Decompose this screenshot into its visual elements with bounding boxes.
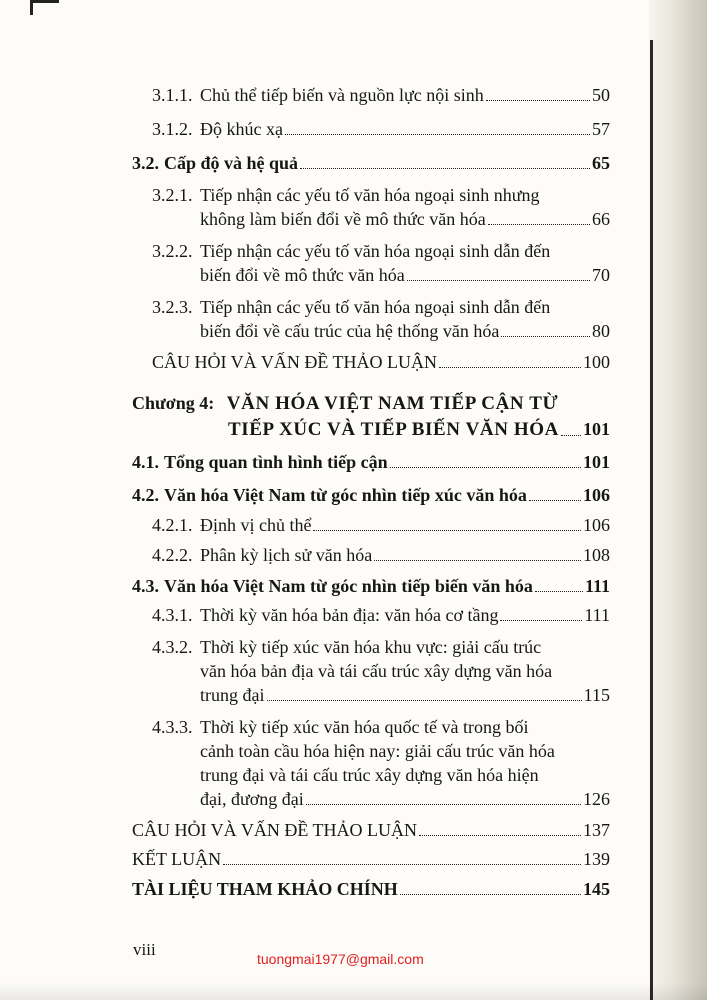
toc-title: KẾT LUẬN bbox=[132, 849, 222, 869]
chapter-heading-line1 bbox=[132, 392, 558, 415]
toc-entry-3-2-3-line2 bbox=[200, 320, 610, 342]
dot-leader bbox=[285, 133, 590, 135]
toc-number: 3.2.1. bbox=[152, 185, 193, 205]
toc-number: 4.1. bbox=[132, 452, 159, 472]
dot-leader bbox=[300, 167, 590, 169]
dot-leader bbox=[306, 803, 581, 805]
toc-title: Chủ thể tiếp biến và nguồn lực nội sinh bbox=[200, 85, 484, 105]
toc-entry-4-3-2-line3 bbox=[200, 684, 610, 706]
toc-number: 4.3.1. bbox=[152, 605, 193, 625]
toc-title: Thời kỳ tiếp xúc văn hóa khu vực: giải cấu trúc bbox=[200, 637, 542, 657]
dot-leader bbox=[390, 466, 581, 468]
dot-leader bbox=[419, 834, 581, 836]
toc-entry-3-2-1-line2 bbox=[200, 208, 610, 230]
corner-crop-mark bbox=[30, 0, 59, 15]
toc-title-cont: văn hóa bản địa và tái cấu trúc xây dựng văn hóa bbox=[200, 661, 553, 681]
toc-entry-3-1-1 bbox=[152, 84, 610, 106]
toc-page: 66 bbox=[592, 209, 610, 229]
toc-number: 3.2.3. bbox=[152, 297, 193, 317]
toc-entry-4-2-2 bbox=[152, 544, 610, 566]
toc-number: 3.1.1. bbox=[152, 85, 193, 105]
dot-leader bbox=[486, 99, 590, 101]
toc-entry-4-3-2-line2 bbox=[200, 660, 552, 682]
toc-entry-4-3 bbox=[132, 575, 610, 597]
toc-title-cont: biến đổi về cấu trúc của hệ thống văn hóa bbox=[200, 321, 500, 341]
toc-title: Cấp độ và hệ quả bbox=[164, 153, 299, 173]
toc-number: 4.2.1. bbox=[152, 515, 193, 535]
toc-number: 3.2.2. bbox=[152, 241, 193, 261]
toc-title: Tổng quan tình hình tiếp cận bbox=[164, 452, 388, 472]
toc-title: Độ khúc xạ bbox=[200, 119, 283, 139]
toc-entry-3-1-2 bbox=[152, 118, 610, 140]
toc-title-cont: trung đại và tái cấu trúc xây dựng văn hóa hiện bbox=[200, 765, 539, 785]
toc-title: Tiếp nhận các yếu tố văn hóa ngoại sinh dẫn đến bbox=[200, 297, 551, 317]
toc-entry-references bbox=[132, 878, 610, 900]
toc-entry-questions-ch3 bbox=[152, 351, 610, 373]
toc-entry-3-2-2-line1 bbox=[152, 240, 550, 262]
dot-leader bbox=[313, 529, 581, 531]
toc-number: 4.3.3. bbox=[152, 717, 193, 737]
toc-entry-4-3-3-line2 bbox=[200, 740, 555, 762]
toc-page: 70 bbox=[592, 265, 610, 285]
email-watermark: tuongmai1977@gmail.com bbox=[257, 951, 424, 967]
toc-page: 57 bbox=[592, 119, 610, 139]
dot-leader bbox=[374, 559, 581, 561]
toc-title: Định vị chủ thể bbox=[200, 515, 312, 535]
dot-leader bbox=[488, 223, 590, 225]
toc-entry-4-3-3-line1 bbox=[152, 716, 528, 738]
toc-number: 4.2.2. bbox=[152, 545, 193, 565]
toc-entry-4-3-2-line1 bbox=[152, 636, 541, 658]
toc-title-cont: trung đại bbox=[200, 685, 265, 705]
dot-leader bbox=[500, 619, 582, 621]
toc-entry-4-3-1 bbox=[152, 604, 610, 626]
toc-title-cont: đại, đương đại bbox=[200, 789, 304, 809]
dot-leader bbox=[407, 279, 590, 281]
toc-title: TÀI LIỆU THAM KHẢO CHÍNH bbox=[132, 879, 398, 899]
dot-leader bbox=[439, 366, 581, 368]
toc-page: 139 bbox=[583, 849, 610, 869]
chapter-title: VĂN HÓA VIỆT NAM TIẾP CẬN TỪ bbox=[226, 393, 559, 414]
toc-entry-4-2-1 bbox=[152, 514, 610, 536]
toc-title: Văn hóa Việt Nam từ góc nhìn tiếp biến văn hóa bbox=[164, 576, 533, 596]
toc-number: 4.2. bbox=[132, 485, 159, 505]
toc-entry-4-2 bbox=[132, 484, 610, 506]
spine-edge-line bbox=[650, 40, 653, 1000]
toc-page: 137 bbox=[583, 820, 610, 840]
toc-page: 65 bbox=[592, 153, 610, 173]
dot-leader bbox=[501, 335, 590, 337]
toc-title: Văn hóa Việt Nam từ góc nhìn tiếp xúc văn hóa bbox=[164, 485, 527, 505]
toc-title-cont: biến đổi về mô thức văn hóa bbox=[200, 265, 405, 285]
dot-leader bbox=[535, 590, 583, 592]
toc-page: 126 bbox=[583, 789, 610, 809]
toc-entry-questions-ch4 bbox=[132, 819, 610, 841]
toc-entry-conclusion bbox=[132, 848, 610, 870]
toc-page: 80 bbox=[592, 321, 610, 341]
toc-entry-4-3-3-line4 bbox=[200, 788, 610, 810]
dot-leader bbox=[267, 699, 582, 701]
chapter-label: Chương 4: bbox=[132, 393, 215, 413]
toc-page: 145 bbox=[583, 879, 610, 899]
toc-page: 106 bbox=[583, 515, 610, 535]
dot-leader bbox=[223, 863, 581, 865]
toc-page: 50 bbox=[592, 85, 610, 105]
page-number: viii bbox=[133, 940, 156, 959]
dot-leader bbox=[529, 499, 581, 501]
toc-title: CÂU HỎI VÀ VẤN ĐỀ THẢO LUẬN bbox=[152, 352, 437, 372]
toc-title: Tiếp nhận các yếu tố văn hóa ngoại sinh dẫn đến bbox=[200, 241, 551, 261]
toc-page: 111 bbox=[584, 576, 610, 596]
toc-page: 101 bbox=[583, 419, 610, 439]
toc-entry-4-3-3-line3 bbox=[200, 764, 539, 786]
dot-leader bbox=[561, 434, 581, 436]
chapter-title-cont: TIẾP XÚC VÀ TIẾP BIẾN VĂN HÓA bbox=[228, 419, 559, 440]
toc-title: Phân kỳ lịch sử văn hóa bbox=[200, 545, 373, 565]
toc-entry-3-2-1-line1 bbox=[152, 184, 540, 206]
toc-number: 4.3. bbox=[132, 576, 159, 596]
toc-page: 106 bbox=[583, 485, 610, 505]
book-spine-shadow bbox=[649, 0, 707, 1000]
toc-page: 100 bbox=[583, 352, 610, 372]
toc-page: 108 bbox=[583, 545, 610, 565]
toc-title-cont: cảnh toàn cầu hóa hiện nay: giải cấu trúc văn hóa bbox=[200, 741, 555, 761]
bottom-shadow bbox=[0, 982, 707, 1000]
toc-page: 101 bbox=[583, 452, 610, 472]
toc-title-cont: không làm biến đổi về mô thức văn hóa bbox=[200, 209, 486, 229]
chapter-heading-line2 bbox=[228, 418, 610, 441]
toc-entry-3-2 bbox=[132, 152, 610, 174]
dot-leader bbox=[400, 893, 581, 895]
toc-entry-3-2-3-line1 bbox=[152, 296, 550, 318]
toc-title: Tiếp nhận các yếu tố văn hóa ngoại sinh nhưng bbox=[200, 185, 540, 205]
toc-title: Thời kỳ văn hóa bản địa: văn hóa cơ tầng bbox=[200, 605, 499, 625]
toc-title: CÂU HỎI VÀ VẤN ĐỀ THẢO LUẬN bbox=[132, 820, 417, 840]
toc-number: 3.1.2. bbox=[152, 119, 193, 139]
toc-number: 4.3.2. bbox=[152, 637, 193, 657]
toc-title: Thời kỳ tiếp xúc văn hóa quốc tế và trong bối bbox=[200, 717, 529, 737]
toc-number: 3.2. bbox=[132, 153, 159, 173]
toc-page: 111 bbox=[584, 605, 610, 625]
toc-entry-3-2-2-line2 bbox=[200, 264, 610, 286]
toc-page: 115 bbox=[583, 685, 610, 705]
toc-entry-4-1 bbox=[132, 451, 610, 473]
